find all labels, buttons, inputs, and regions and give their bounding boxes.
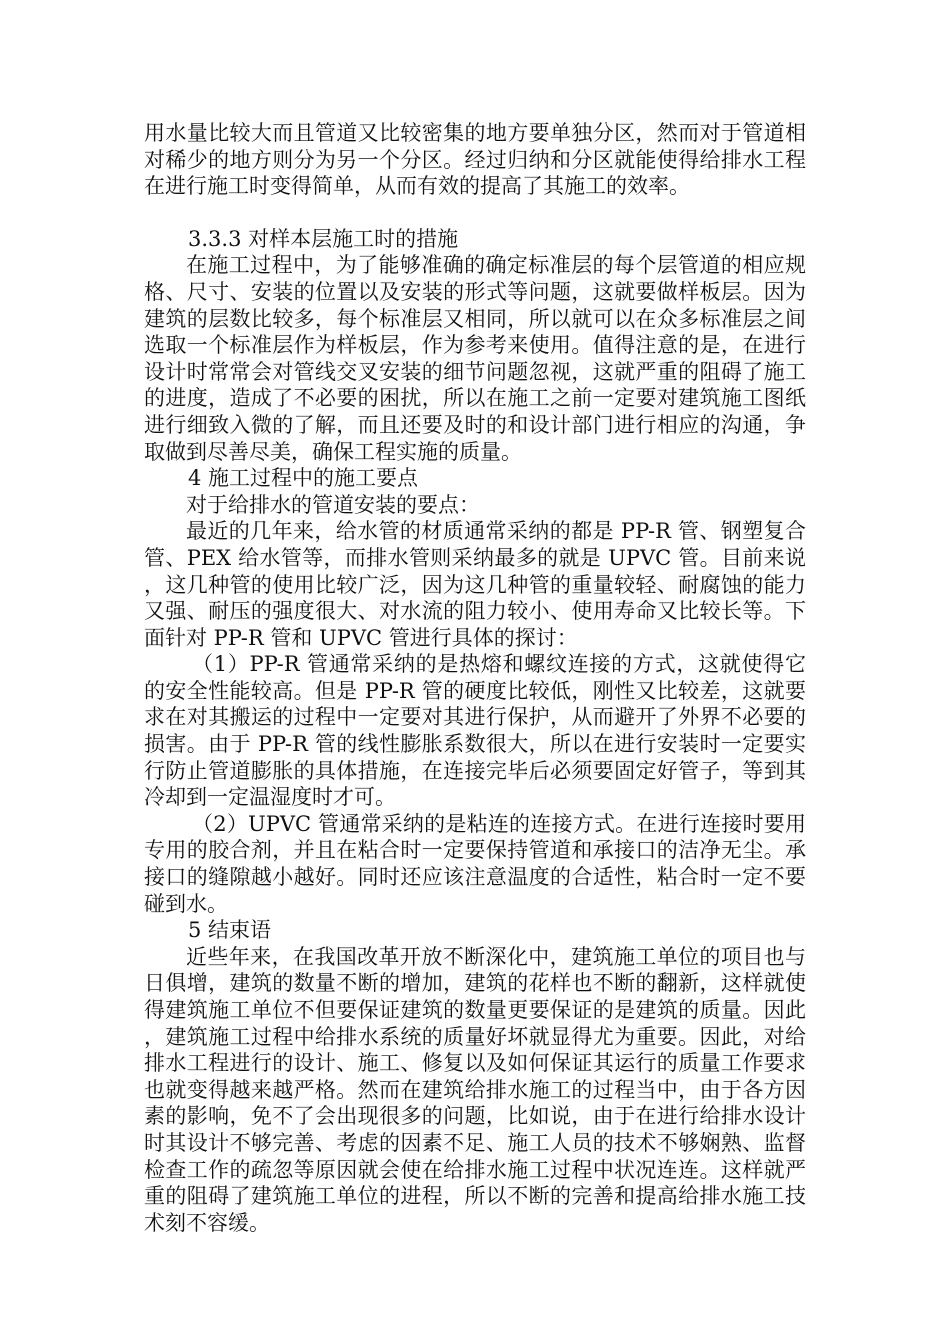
document-page (144, 120, 806, 1236)
section-3-3-3-paragraph: 在施工过程中，为了能够准确的确定标准层的每个层管道的相应规格、尺寸、安装的位置以及安装的形式等问题，这就要做样板层。因为建筑的层数比较多，每个标准层又相同，所以就可以在众多标准层之间选取一个标准层作为样板层，作为参考来使用。值得注意的是，在进行设计时常常会对管线交叉安装的细节问题忽视，这就严重的阻碍了施工的进度，造成了不必要的困扰，所以在施工之前一定要对建筑施工图纸进行细致入微的了解，而且还要及时的和设计部门进行相应的沟通，争取做到尽善尽美，确保工程实施的质量。 (144, 253, 806, 464)
section-4-lead-paragraph: 对于给排水的管道安装的要点： (186, 492, 480, 517)
section-5-paragraph: 近些年来，在我国改革开放不断深化中，建筑施工单位的项目也与日俱增，建筑的数量不断的增加，建筑的花样也不断的翻新，这样就使得建筑施工单位不但要保证建筑的数量更要保证的是建筑的质量。因此，建筑施工过程中给排水系统的质量好坏就显得尤为重要。因此，对给排水工程进行的设计、施工、修复以及如何保证其运行的质量工作要求也就变得越来越严格。然而在建筑给排水施工的过程当中，由于各方因素的影响，免不了会出现很多的问题，比如说，由于在进行给排水设计时其设计不够完善、考虑的因素不足、施工人员的技术不够娴熟、监督检查工作的疏忽等原因就会使在给排水施工过程中状况连连。这样就严重的阻碍了建筑施工单位的进程，所以不断的完善和提高给排水施工技术刻不容缓。 (144, 944, 806, 1235)
paragraph-gap (144, 200, 806, 226)
section-4-item-2-paragraph: （2）UPVC 管通常采纳的是粘连的连接方式。在进行连接时要用专用的胶合剂，并且在粘合时一定要保持管道和承接口的洁净无尘。承接口的缝隙越小越好。同时还应该注意温度的合适性，粘合时一定不要碰到水。 (144, 811, 806, 916)
section-4-body-paragraph: 最近的几年来，给水管的材质通常采纳的都是 PP-R 管、钢塑复合管、PEX 给水管等，而排水管则采纳最多的就是 UPVC 管。目前来说，这几种管的使用比较广泛，因为这几种管的重量较轻、耐腐蚀的能力又强、耐压的强度很大、对水流的阻力较小、使用寿命又比较长等。下面针对 PP-R 管和 UPVC 管进行具体的探讨： (144, 519, 806, 650)
intro-paragraph: 用水量比较大而且管道又比较密集的地方要单独分区，然而对于管道相对稀少的地方则分为另一个分区。经过归纳和分区就能使得给排水工程在进行施工时变得简单，从而有效的提高了其施工的效率。 (144, 121, 806, 199)
section-heading-5: 5 结束语 (188, 918, 272, 943)
section-heading-3-3-3: 3.3.3 对样本层施工时的措施 (188, 226, 459, 251)
section-heading-4: 4 施工过程中的施工要点 (188, 466, 419, 491)
section-4-item-1-paragraph: （1）PP-R 管通常采纳的是热熔和螺纹连接的方式，这就使得它的安全性能较高。但是 PP-R 管的硬度比较低，刚性又比较差，这就要求在对其搬运的过程中一定要对其进行保护，从而避开了外界不必要的损害。由于 PP-R 管的线性膨胀系数很大，所以在进行安装时一定要实行防止管道膨胀的具体措施，在连接完毕后必须要固定好管子，等到其冷却到一定温湿度时才可。 (144, 652, 806, 810)
